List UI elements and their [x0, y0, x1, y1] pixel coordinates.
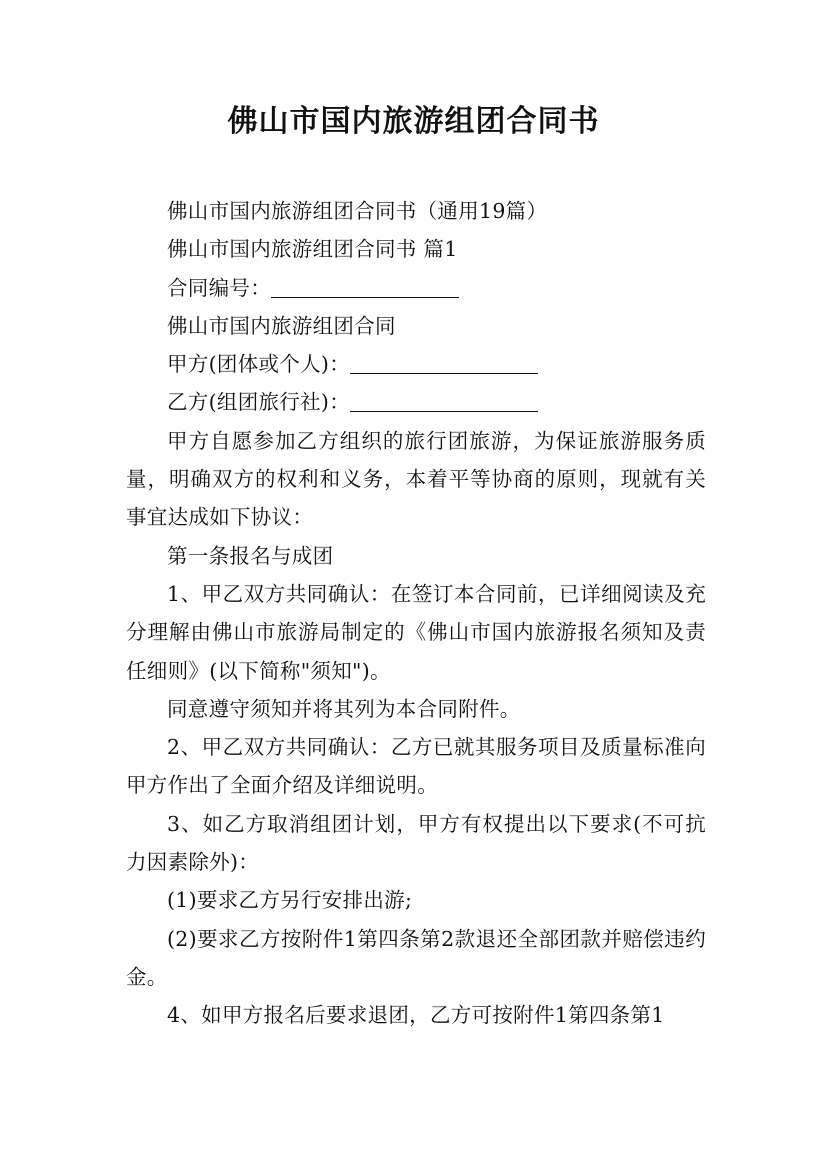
preamble-paragraph: 甲方自愿参加乙方组织的旅行团旅游，为保证旅游服务质量，明确双方的权利和义务，本着平等协商的原则，现就有关事宜达成如下协议：: [126, 428, 706, 530]
contract-number-line: [126, 269, 706, 307]
party-b-blank: [350, 391, 538, 412]
clause-1: 1、甲乙双方共同确认：在签订本合同前，已详细阅读及充分理解由佛山市旅游局制定的《佛山市国内旅游报名须知及责任细则》(以下简称"须知")。: [126, 581, 706, 683]
contract-name: 佛山市国内旅游组团合同: [167, 313, 396, 338]
article-1-heading: 第一条报名与成团: [167, 543, 334, 568]
party-a-label: 甲方(团体或个人)：: [167, 352, 350, 377]
paragraph-heading-part-1: 佛山市国内旅游组团合同书 篇1: [167, 237, 458, 262]
clause-4: 4、如甲方报名后要求退团，乙方可按附件1第四条第1: [167, 1003, 665, 1028]
party-a-line: [126, 345, 706, 383]
document-body: [126, 192, 706, 1035]
clause-3-item-2: (2)要求乙方按附件1第四条第2款退还全部团款并赔偿违约金。: [126, 926, 706, 989]
clause-2: 2、甲乙双方共同确认：乙方已就其服务项目及质量标准向甲方作出了全面介绍及详细说明。: [126, 735, 706, 798]
clause-3: 3、如乙方取消组团计划，甲方有权提出以下要求(不可抗力因素除外)：: [126, 811, 706, 875]
party-b-label: 乙方(组团旅行社)：: [167, 390, 350, 415]
clause-1-continued: 同意遵守须知并将其列为本合同附件。: [167, 696, 521, 721]
party-a-blank: [350, 353, 538, 374]
contract-number-blank: [271, 277, 459, 298]
document-title: 佛山市国内旅游组团合同书: [227, 104, 600, 139]
contract-number-label: 合同编号：: [167, 275, 271, 300]
party-b-line: [126, 383, 706, 421]
paragraph-heading-collection: 佛山市国内旅游组团合同书（通用19篇）: [167, 199, 548, 223]
clause-3-item-1: (1)要求乙方另行安排出游;: [167, 888, 413, 913]
